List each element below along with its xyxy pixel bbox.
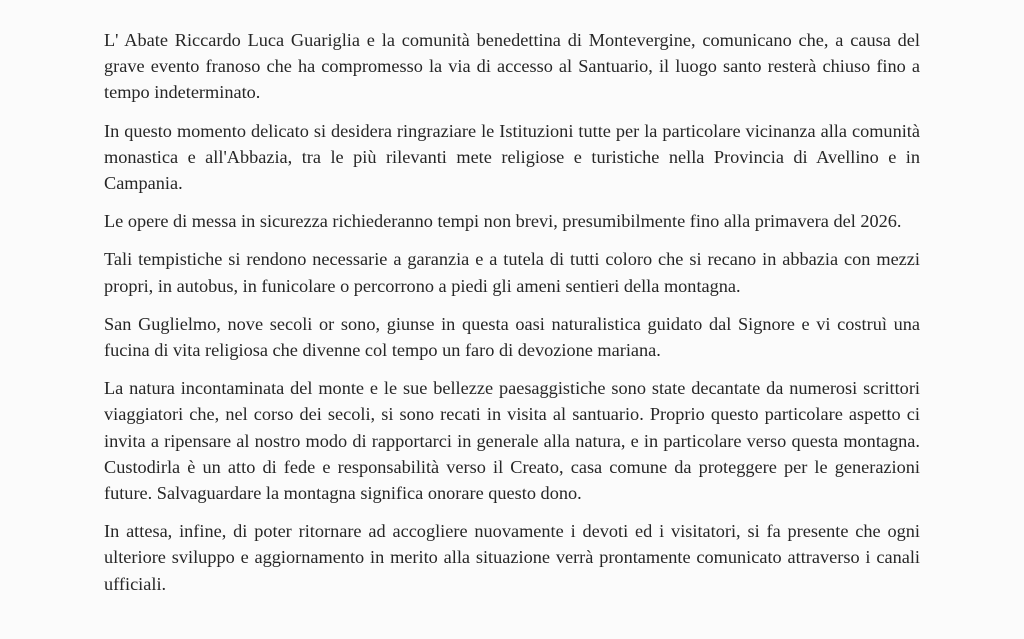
paragraph-thanks-institutions: In questo momento delicato si desidera ringraziare le Istituzioni tutte per la particolare vicinanza alla comunità monastica e all'Abbazia, tra le più rilevanti mete religiose e turistiche nella Provincia di Avellino e in Campania. [104, 120, 920, 194]
paragraph-nature: La natura incontaminata del monte e le sue bellezze paesaggistiche sono state decantate da numerosi scrittori viaggiatori che, nel corso dei secoli, si sono recati in visita al santuario. Proprio questo particolare aspetto ci invita a ripensare al nostro modo di rapportarci in generale alla natura, e in particolare verso questa montagna. Custodirla è un atto di fede e responsabilità verso il Creato, casa comune da proteggere per le generazioni future. Salvaguardare la montagna significa onorare questo dono. [104, 378, 920, 504]
paragraph-san-guglielmo: San Guglielmo, nove secoli or sono, giunse in questa oasi naturalistica guidato dal Signore e vi costruì una fucina di vita religiosa che divenne col tempo un faro di devozione mariana. [104, 313, 920, 361]
paragraph-timing-reasons: Tali tempistiche si rendono necessarie a garanzia e a tutela di tutti coloro che si recano in abbazia con mezzi propri, in autobus, in funicolare o percorrono a piedi gli ameni sentieri della montagna. [104, 249, 920, 296]
document-body [104, 27, 920, 609]
paragraph-updates: In attesa, infine, di poter ritornare ad accogliere nuovamente i devoti ed i visitatori, si fa presente che ogni ulteriore sviluppo e aggiornamento in merito alla situazione verrà prontamente comunicato attraverso i canali ufficiali. [104, 521, 920, 594]
paragraph-closure-announcement: L' Abate Riccardo Luca Guariglia e la comunità benedettina di Montevergine, comunicano che, a causa del grave evento franoso che ha compromesso la via di accesso al Santuario, il luogo santo resterà chiuso fino a tempo indeterminato. [104, 30, 920, 103]
paragraph-safety-works: Le opere di messa in sicurezza richiederanno tempi non brevi, presumibilmente fino alla primavera del 2026. [104, 211, 902, 232]
